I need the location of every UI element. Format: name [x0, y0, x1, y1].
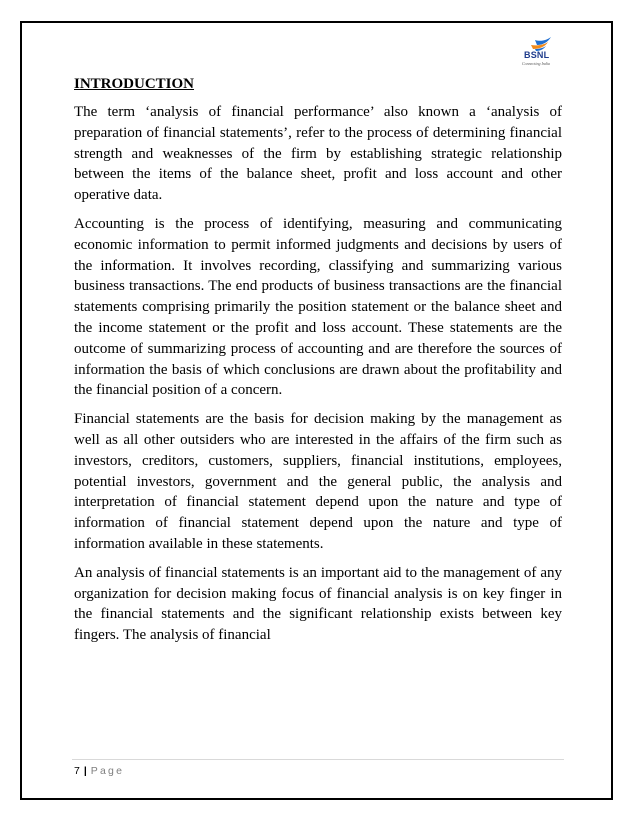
page-footer	[74, 765, 124, 777]
logo-name: BSNL	[524, 50, 550, 60]
paragraph-4: An analysis of financial statements is an important aid to the management of any organization for decision making focus of financial analysis is on key finger in the financial statements and the significant relationship exists between key fingers. The analysis of financial	[74, 564, 562, 644]
footer-separator: |	[83, 765, 87, 777]
paragraph-1: The term ‘analysis of financial performance’ also known a ‘analysis of preparation of financial statements’, refer to the process of determining financial strength and weaknesses of the firm by establishing strategic relationship between the items of the balance sheet, profit and loss account and other operative data.	[74, 104, 562, 204]
section-heading: INTRODUCTION	[74, 76, 195, 92]
paragraph-3: Financial statements are the basis for decision making by the management as well as all other outsiders who are interested in the affairs of the firm such as investors, creditors, customers, suppliers, financial institutions, employees, potential investors, government and the general public, the analysis and interpretation of financial statement depend upon the nature and type of information of financial statement depend upon the nature and type of information available in these statements.	[74, 411, 562, 552]
footer-divider	[72, 759, 564, 760]
page-number: 7	[74, 765, 80, 777]
logo-tagline: Connecting India	[522, 61, 550, 66]
bsnl-swoosh-icon	[531, 37, 551, 51]
page-label: Page	[90, 765, 125, 777]
document-body	[74, 74, 562, 654]
paragraph-2: Accounting is the process of identifying, measuring and communicating economic information to permit informed judgments and decisions by users of the information. It involves recording, classifying and summarizing various business transactions. The end products of business transactions are the financial statements comprising primarily the position statement or the balance sheet and the income statement or the profit and loss account. These statements are the outcome of summarizing process of accounting and are therefore the sources of information the basis of which conclusions are drawn about the profitability and the financial position of a concern.	[74, 215, 562, 399]
